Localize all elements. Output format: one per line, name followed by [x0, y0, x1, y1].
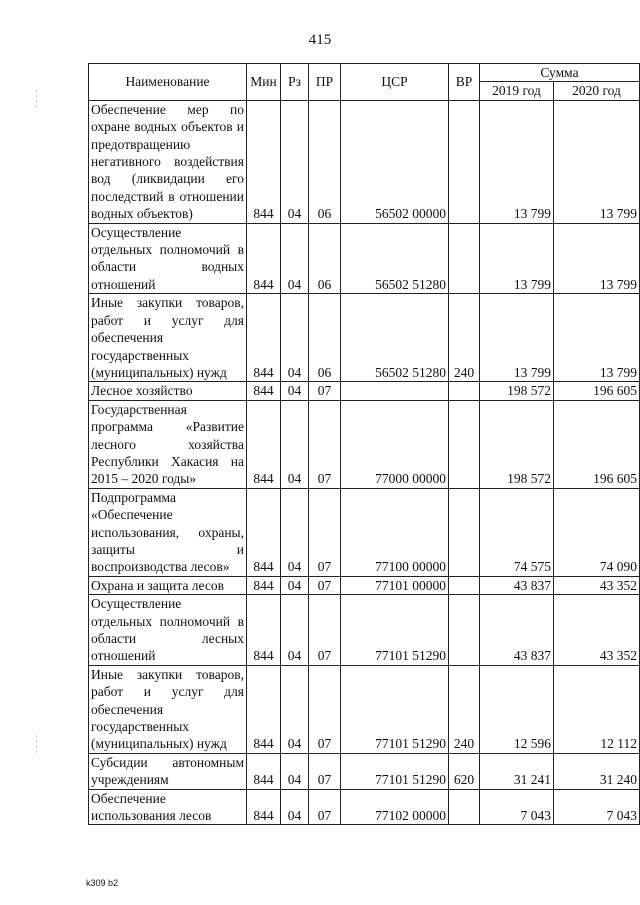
- header-2020: 2020 год: [554, 82, 640, 100]
- row-pr: 06: [309, 100, 341, 223]
- row-rz: 04: [281, 294, 309, 382]
- row-rz: 04: [281, 382, 309, 400]
- table-row: [89, 789, 640, 825]
- row-2020: 13 799: [554, 100, 640, 223]
- page-number: 415: [308, 32, 332, 48]
- row-vr: [449, 382, 480, 400]
- row-csr: [341, 382, 449, 400]
- row-name: Субсидии автономным учреждениям: [89, 753, 247, 789]
- row-pr: 07: [309, 488, 341, 576]
- row-2019: 43 837: [480, 576, 554, 594]
- row-csr: 77102 00000: [341, 789, 449, 825]
- row-pr: 07: [309, 576, 341, 594]
- row-pr: 06: [309, 294, 341, 382]
- row-rz: 04: [281, 665, 309, 753]
- row-min: 844: [247, 753, 281, 789]
- header-name: Наименование: [89, 64, 247, 101]
- row-vr: [449, 576, 480, 594]
- row-csr: 77101 51290: [341, 595, 449, 666]
- row-min: 844: [247, 223, 281, 294]
- row-rz: 04: [281, 789, 309, 825]
- row-min: 844: [247, 382, 281, 400]
- table-row: [89, 576, 640, 594]
- margin-mark: [36, 735, 38, 753]
- row-min: 844: [247, 576, 281, 594]
- table-row: [89, 100, 640, 223]
- table-row: [89, 294, 640, 382]
- row-name: Иные закупки товаров, работ и услуг для обеспечения государственных (муниципальных) нужд: [89, 294, 247, 382]
- row-2020: 43 352: [554, 576, 640, 594]
- row-2020: 13 799: [554, 223, 640, 294]
- table-row: [89, 382, 640, 400]
- header-min: Мин: [247, 64, 281, 101]
- row-2020: 31 240: [554, 753, 640, 789]
- row-name: Осуществление отдельных полномочий в области лесных отношений: [89, 595, 247, 666]
- header-vr: ВР: [449, 64, 480, 101]
- row-vr: [449, 488, 480, 576]
- row-name: Обеспечение использования лесов: [89, 789, 247, 825]
- row-2019: 7 043: [480, 789, 554, 825]
- row-min: 844: [247, 789, 281, 825]
- row-2019: 43 837: [480, 595, 554, 666]
- row-min: 844: [247, 294, 281, 382]
- header-rz: Рз: [281, 64, 309, 101]
- row-2020: 13 799: [554, 294, 640, 382]
- row-vr: [449, 595, 480, 666]
- row-rz: 04: [281, 488, 309, 576]
- table-row: [89, 223, 640, 294]
- budget-table: [88, 63, 640, 825]
- table-row: [89, 595, 640, 666]
- row-vr: 620: [449, 753, 480, 789]
- row-2019: 12 596: [480, 665, 554, 753]
- row-2019: 198 572: [480, 382, 554, 400]
- row-2020: 43 352: [554, 595, 640, 666]
- footer-code: k309 b2: [86, 878, 119, 888]
- row-rz: 04: [281, 576, 309, 594]
- row-pr: 06: [309, 223, 341, 294]
- table-row: [89, 400, 640, 488]
- row-rz: 04: [281, 223, 309, 294]
- row-name: Иные закупки товаров, работ и услуг для обеспечения государственных (муниципальных) нужд: [89, 665, 247, 753]
- row-2020: 196 605: [554, 400, 640, 488]
- row-csr: 56502 51280: [341, 223, 449, 294]
- row-2019: 31 241: [480, 753, 554, 789]
- row-pr: 07: [309, 595, 341, 666]
- row-name: Обеспечение мер по охране водных объектов и предотвращению негативного воздействия вод (ликвидации его последствий в отношении водных объектов): [89, 100, 247, 223]
- row-name: Государственная программа «Развитие лесного хозяйства Республики Хакасия на 2015 – 2020 годы»: [89, 400, 247, 488]
- row-name: Лесное хозяйство: [89, 382, 247, 400]
- row-csr: 77000 00000: [341, 400, 449, 488]
- row-name: Осуществление отдельных полномочий в области водных отношений: [89, 223, 247, 294]
- row-min: 844: [247, 400, 281, 488]
- row-2019: 74 575: [480, 488, 554, 576]
- row-2019: 198 572: [480, 400, 554, 488]
- row-pr: 07: [309, 665, 341, 753]
- table-row: [89, 665, 640, 753]
- row-rz: 04: [281, 400, 309, 488]
- row-csr: 56502 51280: [341, 294, 449, 382]
- row-csr: 77101 51290: [341, 753, 449, 789]
- row-min: 844: [247, 665, 281, 753]
- row-vr: 240: [449, 665, 480, 753]
- row-vr: [449, 400, 480, 488]
- header-2019: 2019 год: [480, 82, 554, 100]
- row-min: 844: [247, 488, 281, 576]
- row-2019: 13 799: [480, 223, 554, 294]
- table-row: [89, 753, 640, 789]
- row-name: Подпрограмма «Обеспечение использования, охраны, защиты и воспроизводства лесов»: [89, 488, 247, 576]
- row-rz: 04: [281, 100, 309, 223]
- row-2020: 196 605: [554, 382, 640, 400]
- row-min: 844: [247, 100, 281, 223]
- row-csr: 77101 00000: [341, 576, 449, 594]
- row-2019: 13 799: [480, 294, 554, 382]
- row-rz: 04: [281, 595, 309, 666]
- margin-mark: [36, 90, 38, 108]
- header-pr: ПР: [309, 64, 341, 101]
- row-pr: 07: [309, 789, 341, 825]
- row-pr: 07: [309, 400, 341, 488]
- row-rz: 04: [281, 753, 309, 789]
- row-vr: [449, 100, 480, 223]
- row-pr: 07: [309, 753, 341, 789]
- row-2019: 13 799: [480, 100, 554, 223]
- row-csr: 77100 00000: [341, 488, 449, 576]
- row-2020: 74 090: [554, 488, 640, 576]
- row-csr: 56502 00000: [341, 100, 449, 223]
- header-csr: ЦСР: [341, 64, 449, 101]
- row-vr: 240: [449, 294, 480, 382]
- row-name: Охрана и защита лесов: [89, 576, 247, 594]
- header-sum: Сумма: [480, 64, 640, 82]
- table-row: [89, 488, 640, 576]
- row-min: 844: [247, 595, 281, 666]
- row-2020: 12 112: [554, 665, 640, 753]
- row-csr: 77101 51290: [341, 665, 449, 753]
- row-vr: [449, 223, 480, 294]
- row-2020: 7 043: [554, 789, 640, 825]
- row-vr: [449, 789, 480, 825]
- row-pr: 07: [309, 382, 341, 400]
